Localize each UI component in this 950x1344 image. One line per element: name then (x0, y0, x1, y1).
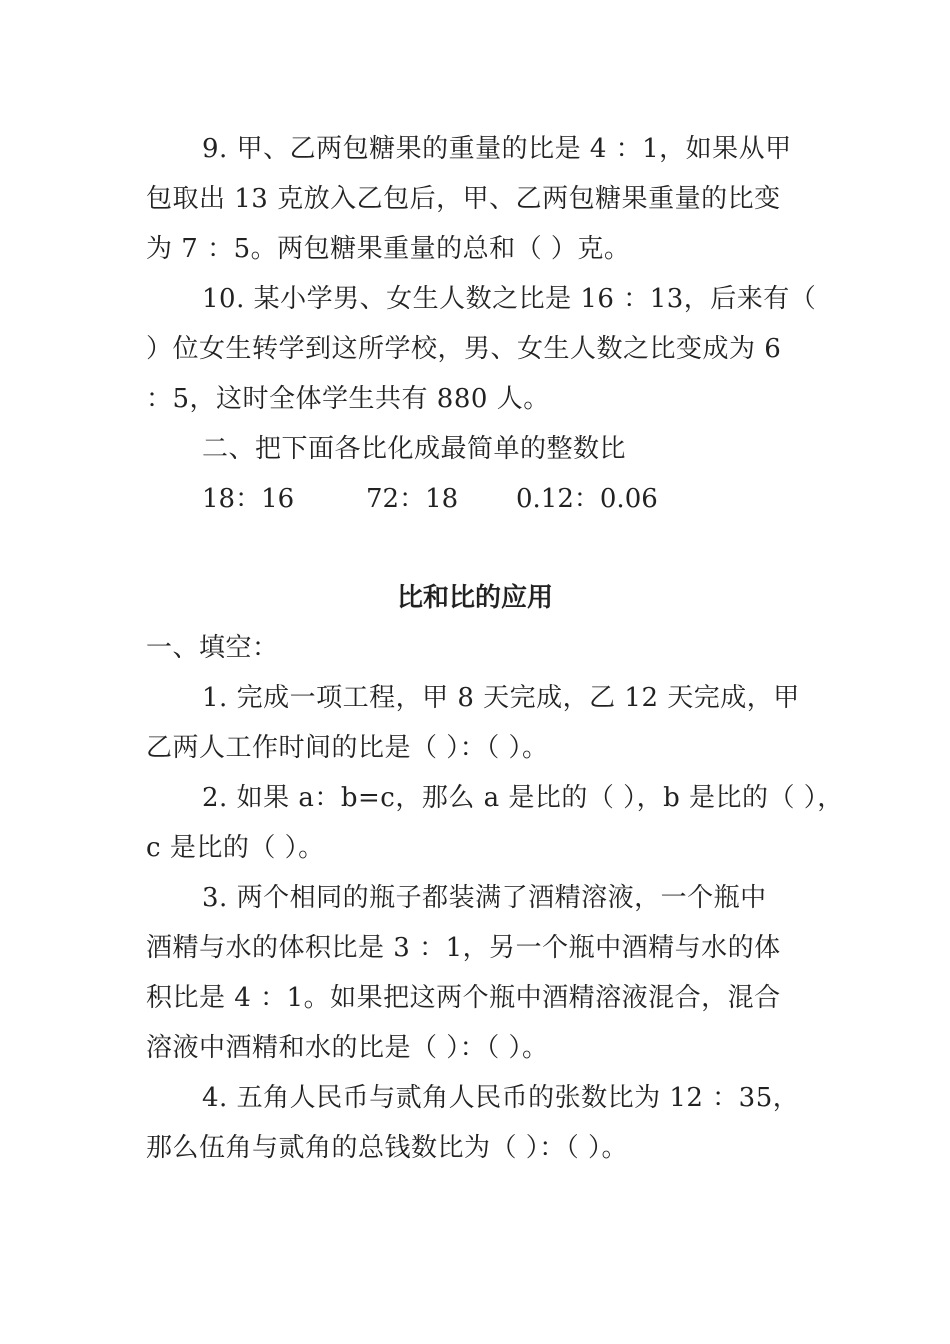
question-2-line-2: c 是比的（ ）。 (146, 833, 325, 863)
question-3-line-4: 溶液中酒精和水的比是（ ）：（ ）。 (146, 1033, 549, 1063)
question-10-line-1: 10. 某小学男、女生人数之比是 16 ：13，后来有（ (202, 284, 817, 314)
part-two-heading: 二、把下面各比化成最简单的整数比 (202, 434, 627, 464)
question-1-line-2: 乙两人工作时间的比是（ ）：（ ）。 (146, 733, 549, 763)
ratio-item: 18：16 (202, 484, 295, 514)
question-1-line-1: 1. 完成一项工程，甲 8 天完成，乙 12 天完成，甲 (202, 683, 800, 713)
question-9-line-2: 包取出 13 克放入乙包后，甲、乙两包糖果重量的比变 (146, 184, 781, 214)
question-4-line-1: 4. 五角人民币与贰角人民币的张数比为 12 ：35， (202, 1083, 800, 1113)
section-title: 比和比的应用 (396, 583, 553, 613)
ratio-item: 72：18 (366, 484, 459, 514)
question-2-line-1: 2. 如果 a：b=c，那么 a 是比的（ ），b 是比的（ ）， (202, 783, 844, 813)
fill-in-heading: 一、填空： (146, 633, 279, 663)
question-4-line-2: 那么伍角与贰角的总钱数比为（ ）：（ ）。 (146, 1133, 629, 1163)
ratio-item: 0.12：0.06 (516, 484, 658, 514)
question-9-line-3: 为 7 ：5。两包糖果重量的总和（ ）克。 (146, 234, 631, 264)
question-9-line-1: 9. 甲、乙两包糖果的重量的比是 4 ：1，如果从甲 (202, 134, 792, 164)
question-3-line-1: 3. 两个相同的瓶子都装满了酒精溶液，一个瓶中 (202, 883, 767, 913)
question-10-line-3: ：5，这时全体学生共有 880 人。 (146, 384, 550, 414)
question-3-line-3: 积比是 4 ：1。如果把这两个瓶中酒精溶液混合，混合 (146, 983, 781, 1013)
question-3-line-2: 酒精与水的体积比是 3 ：1，另一个瓶中酒精与水的体 (146, 933, 781, 963)
question-10-line-2: ）位女生转学到这所学校，男、女生人数之比变成为 6 (146, 334, 782, 364)
